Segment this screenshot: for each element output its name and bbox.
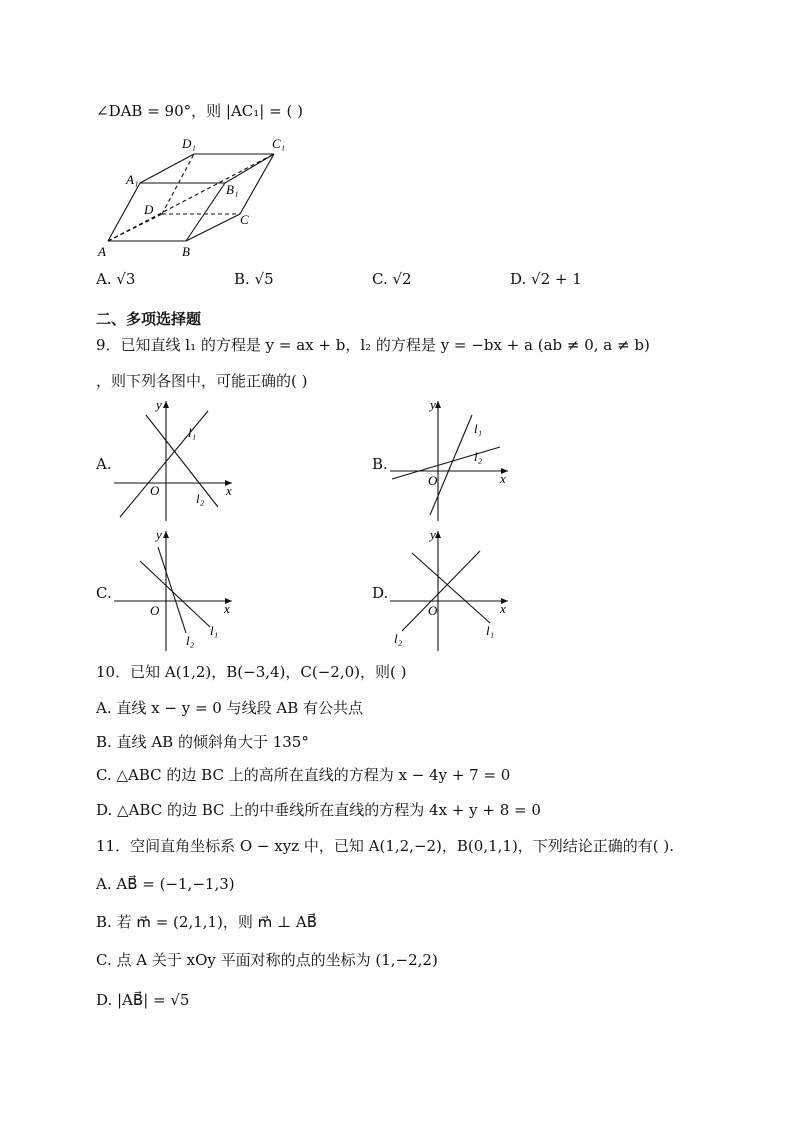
origin-label: O <box>150 483 160 498</box>
y-arrow <box>163 401 169 408</box>
q8-stem-tail: ∠DAB = 90°，则 |AC₁| = ( ) <box>96 102 303 120</box>
label-B1: B₁ <box>226 182 239 197</box>
y-label: y <box>156 397 162 412</box>
q10-stem: 10．已知 A(1,2)，B(−3,4)，C(−2,0)，则( ) <box>96 663 407 681</box>
q11-option-b: B. 若 m⃗ = (2,1,1)，则 m⃗ ⊥ AB⃗ <box>96 913 318 931</box>
x-label: x <box>500 471 506 486</box>
l1-label: l₁ <box>486 623 495 638</box>
x-label: x <box>226 483 232 498</box>
section-title: 二、多项选择题 <box>96 310 202 328</box>
y-arrow <box>163 531 169 538</box>
q9-stem-line2: ，则下列各图中，可能正确的( ) <box>96 372 308 390</box>
q11-stem: 11．空间直角坐标系 O − xyz 中，已知 A(1,2,−2)，B(0,1,1)，下列结论正确的有( ). <box>96 837 675 855</box>
x-label: x <box>224 601 230 616</box>
q9-stem-line1: 9．已知直线 l₁ 的方程是 y = ax + b，l₂ 的方程是 y = −bx + a (ab ≠ 0, a ≠ b) <box>96 336 650 354</box>
line-l1 <box>412 553 490 623</box>
y-arrow <box>435 531 441 538</box>
y-label: y <box>156 527 162 542</box>
q11-option-a: A. AB⃗ = (−1,−1,3) <box>96 875 235 893</box>
y-label: y <box>430 397 436 412</box>
l1-label: l₁ <box>210 623 219 638</box>
line-l2 <box>392 447 500 479</box>
origin-label: O <box>150 603 160 618</box>
l1-label: l₁ <box>188 425 197 440</box>
q10-option-b: B. 直线 AB 的倾斜角大于 135° <box>96 733 309 751</box>
q9-option-c-letter: C. <box>96 584 112 602</box>
x-label: x <box>500 601 506 616</box>
label-C: C <box>240 212 249 227</box>
q8-option-b: B. √5 <box>234 270 274 288</box>
q9-graph-b <box>386 397 516 525</box>
q8-option-c: C. √2 <box>372 270 412 288</box>
q9-option-b-letter: B. <box>372 455 388 473</box>
parallelepiped-figure <box>94 132 304 262</box>
q10-option-a: A. 直线 x − y = 0 与线段 AB 有公共点 <box>96 699 363 717</box>
l2-label: l₂ <box>196 491 205 506</box>
edge-AA1 <box>108 183 140 241</box>
q8-option-a: A. √3 <box>96 270 136 288</box>
l1-label: l₁ <box>474 421 483 436</box>
label-A1: A₁ <box>126 172 139 187</box>
origin-label: O <box>428 603 438 618</box>
y-arrow <box>435 401 441 408</box>
l2-label: l₂ <box>186 633 195 648</box>
l2-label: l₂ <box>474 449 483 464</box>
q9-option-a-letter: A. <box>96 455 112 473</box>
label-D: D <box>144 202 154 217</box>
line-l2 <box>402 551 480 631</box>
q11-option-d: D. |AB⃗| = √5 <box>96 991 190 1009</box>
q10-option-c: C. △ABC 的边 BC 上的高所在直线的方程为 x − 4y + 7 = 0 <box>96 766 511 784</box>
q9-graph-a <box>110 397 240 525</box>
y-label: y <box>430 527 436 542</box>
edge-BC <box>186 214 240 241</box>
label-B: B <box>182 244 190 259</box>
label-A: A <box>98 244 106 259</box>
line-l2 <box>158 547 186 633</box>
edge-BB1 <box>186 183 225 241</box>
q9-option-d-letter: D. <box>372 584 389 602</box>
label-D1: D₁ <box>182 136 196 151</box>
line-l1 <box>430 415 472 515</box>
l2-label: l₂ <box>394 631 403 646</box>
q11-option-c: C. 点 A 关于 xOy 平面对称的点的坐标为 (1,−2,2) <box>96 951 438 969</box>
q9-graph-c <box>110 527 240 655</box>
origin-label: O <box>428 473 438 488</box>
label-C1: C₁ <box>272 136 286 151</box>
q10-option-d: D. △ABC 的边 BC 上的中垂线所在直线的方程为 4x + y + 8 = 0 <box>96 801 541 819</box>
q9-graph-d <box>386 527 516 655</box>
q8-option-d: D. √2 + 1 <box>510 270 582 288</box>
